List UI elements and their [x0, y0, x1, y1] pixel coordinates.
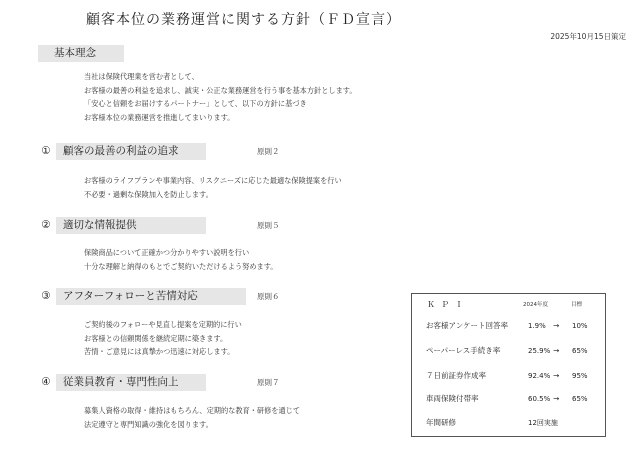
section-2-line: 保険商品について正確かつ分かりやすい説明を行い	[84, 248, 250, 257]
kpi-label: ７日前証券作成率	[426, 371, 486, 380]
kpi-label: 年間研修	[426, 418, 456, 427]
policy-date: 2025年10月15日策定	[550, 32, 626, 41]
section-2-text	[84, 246, 278, 273]
section-3-title: アフターフォローと苦情対応	[63, 290, 198, 302]
kpi-row	[412, 319, 605, 333]
section-1-text	[84, 174, 342, 201]
philosophy-line: 「安心と信頼をお届けするパートナー」として、以下の方針に基づき	[84, 99, 307, 108]
kpi-target: 65%	[572, 347, 588, 355]
kpi-target: 10%	[572, 322, 588, 330]
arrow-right-icon: →	[553, 321, 560, 330]
kpi-box	[411, 293, 606, 437]
section-2-line: 十分な理解と納得のもとでご契約いただけるよう努めます。	[84, 261, 278, 271]
kpi-row	[412, 392, 605, 406]
kpi-current: 1.9%	[528, 322, 546, 330]
section-4-title: 従業員教育・専門性向上	[63, 376, 179, 388]
kpi-value: 12回実施	[528, 419, 558, 427]
section-4-principle: 原則７	[257, 378, 280, 387]
kpi-current: 25.9%	[528, 347, 551, 355]
philosophy-line: お客様本位の業務運営を推進してまいります。	[84, 112, 235, 122]
section-3-principle: 原則６	[257, 292, 280, 301]
kpi-row	[412, 344, 605, 358]
section-3-number: ③	[41, 290, 51, 302]
section-3-text	[84, 318, 242, 359]
kpi-row	[412, 369, 605, 383]
section-4-line: 募集人資格の取得・維持はもちろん、定期的な教育・研修を通じて	[84, 406, 301, 415]
section-4-number: ④	[41, 376, 51, 388]
section-3-line: ご契約後のフォローや見直し提案を定期的に行い	[84, 320, 242, 329]
section-1-principle: 原則２	[257, 147, 280, 156]
arrow-right-icon: →	[553, 371, 560, 380]
section-2-title: 適切な情報提供	[63, 219, 137, 231]
section-3-line: 苦情・ご意見には真摯かつ迅速に対応します。	[84, 347, 235, 356]
section-1-line: お客様のライフプランや事業内容、リスクニーズに応じた最適な保険提案を行い	[84, 176, 342, 185]
kpi-current: 60.5%	[528, 395, 551, 403]
kpi-label: 車両保険付帯率	[426, 394, 479, 403]
section-1-line: 不必要・過剰な保険加入を防止します。	[84, 189, 213, 199]
kpi-label: ペーパーレス手続き率	[426, 346, 501, 355]
section-2-principle: 原則５	[257, 221, 280, 230]
section-3-line: お客様との信頼関係を継続定期に築きます。	[84, 333, 228, 343]
section-1-title: 顧客の最善の利益の追求	[63, 145, 179, 157]
section-4-line: 法定遵守と専門知識の強化を図ります。	[84, 419, 213, 429]
philosophy-heading: 基本理念	[54, 47, 96, 59]
page-title: 顧客本位の業務運営に関する方針（ＦＤ宣言）	[86, 12, 401, 28]
philosophy-line: 当社は保険代理業を営む者として、	[84, 72, 199, 81]
kpi-title: ＫＰＩ	[427, 300, 469, 309]
kpi-current: 92.4%	[528, 372, 551, 380]
arrow-right-icon: →	[553, 394, 560, 403]
philosophy-line: お客様の最善の利益を追求し、誠実・公正な業務運営を行う事を基本方針とします。	[84, 85, 357, 95]
kpi-label: お客様アンケート回答率	[426, 321, 509, 330]
kpi-target: 95%	[572, 372, 588, 380]
section-2-number: ②	[41, 219, 51, 231]
kpi-row	[412, 416, 605, 430]
section-4-text	[84, 404, 300, 431]
section-1-number: ①	[41, 145, 51, 157]
philosophy-text	[84, 70, 357, 124]
arrow-right-icon: →	[553, 346, 560, 355]
kpi-target: 65%	[572, 395, 588, 403]
kpi-header-target: 目標	[571, 302, 583, 308]
kpi-header-current: 2024年度	[523, 302, 548, 308]
